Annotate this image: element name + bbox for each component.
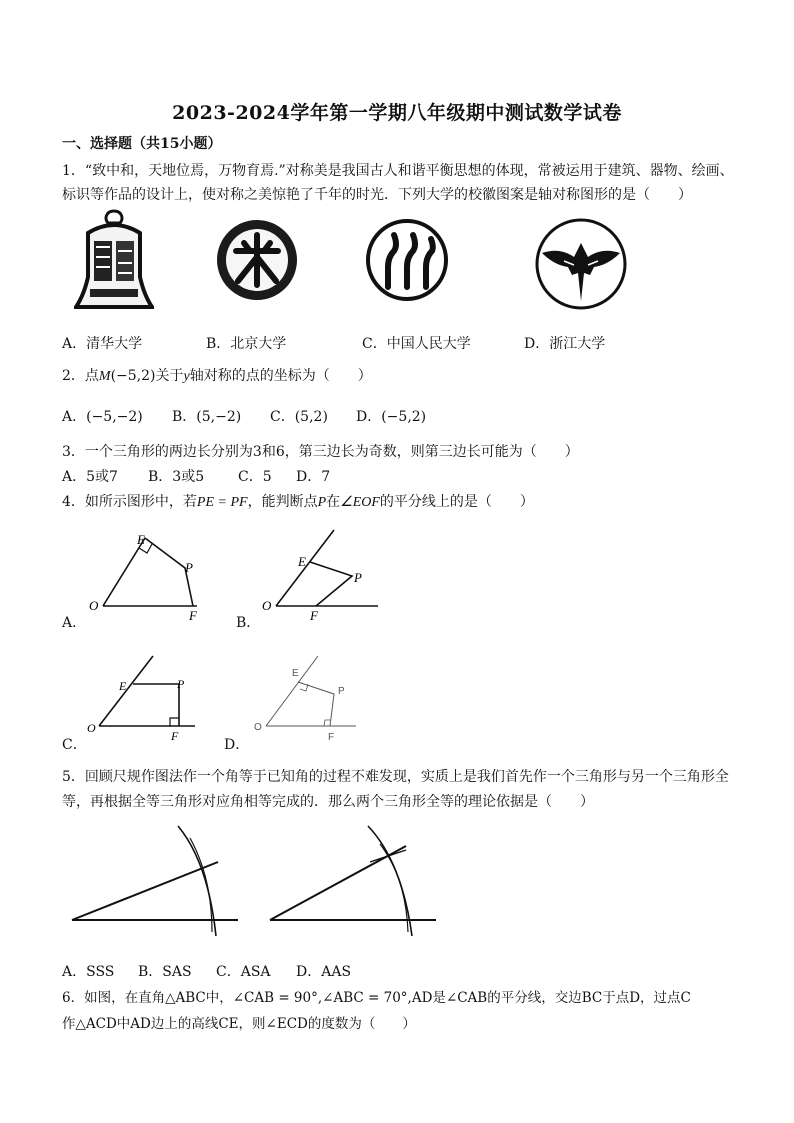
q4-point-p: P	[317, 495, 327, 510]
q4b-label-p: P	[354, 570, 362, 585]
q5-option-a[interactable]: A．SSS	[62, 964, 115, 980]
q4d-label-p: P	[338, 686, 345, 697]
q2-coord: (−5,2)	[110, 368, 156, 384]
q4d-label-f: F	[328, 732, 335, 743]
q4a-label-f: F	[189, 608, 197, 623]
tsinghua-emblem-icon	[74, 207, 154, 317]
q4-figure-a	[85, 524, 215, 624]
q4-option-a[interactable]: A．	[62, 615, 87, 631]
q2-text-post: 关于	[155, 368, 184, 384]
q4c-label-f: F	[171, 729, 179, 743]
q3-text: 3．一个三角形的两边长分别为3和6，第三边长为奇数，则第三边长可能为（ ）	[62, 444, 579, 460]
q4b-label-e: E	[298, 554, 306, 569]
q4a-label-e: E	[137, 532, 145, 547]
q4-figure-d	[252, 654, 372, 744]
q4a-label-p: P	[185, 560, 193, 575]
q4-text	[62, 491, 534, 511]
q2-option-c[interactable]: C．(5,2)	[270, 409, 328, 425]
q6-text-line2: 作△ACD中AD边上的高线CE，则∠ECD的度数为（ ）	[62, 1016, 416, 1032]
zju-emblem-icon	[534, 217, 628, 311]
q4-text-mid: ，能判断点	[247, 494, 318, 510]
q2-text	[62, 365, 372, 385]
q4-text-pre: 4．如所示图形中，若	[62, 494, 197, 510]
q2-option-a[interactable]: A．(−5,−2)	[62, 409, 143, 425]
section-heading: 一、选择题（共15小题）	[62, 136, 222, 152]
q4-text-post: 的平分线上的是（ ）	[379, 494, 534, 510]
q4c-label-e: E	[119, 679, 127, 693]
q4-figure-c	[85, 654, 205, 744]
q2-option-d[interactable]: D．(−5,2)	[356, 409, 427, 425]
q6-text-line1: 6．如图，在直角△ABC中，∠CAB = 90°,∠ABC = 70°,AD是∠CAB的平分线，交边BC于点D，过点C	[62, 990, 691, 1006]
q5-option-d[interactable]: D．AAS	[296, 964, 352, 980]
q1-option-c[interactable]: C．中国人民大学	[362, 336, 471, 352]
q1-option-a[interactable]: A．清华大学	[62, 336, 143, 352]
q1-text-line1: 1．“致中和，天地位焉，万物育焉.”对称美是我国古人和谐平衡思想的体现，常被运用于建筑、器物、绘画、	[62, 163, 734, 179]
q2-axis-y: y	[183, 369, 190, 384]
pku-emblem-icon	[214, 217, 300, 303]
q4a-label-o: O	[89, 598, 99, 613]
q5-figure-right	[266, 822, 446, 940]
q2-option-b[interactable]: B．(5,−2)	[172, 409, 242, 425]
q5-option-b[interactable]: B．SAS	[138, 964, 192, 980]
q4c-label-o: O	[87, 721, 96, 735]
q3-option-c[interactable]: C．5	[238, 469, 272, 485]
q5-text-line1: 5．回顾尺规作图法作一个角等于已知角的过程不难发现，实质上是我们首先作一个三角形与另一个三角形全	[62, 769, 729, 785]
q1-option-d[interactable]: D．浙江大学	[524, 336, 606, 352]
q2-text-post2: 轴对称的点的坐标为（ ）	[189, 368, 372, 384]
q5-figure-left	[68, 822, 248, 940]
q2-point-m: M	[98, 369, 111, 384]
q3-option-d[interactable]: D．7	[296, 469, 331, 485]
q2-text-pre: 2．点	[62, 368, 99, 384]
q4d-label-o: O	[254, 722, 262, 733]
ruc-emblem-icon	[364, 217, 450, 303]
q5-option-c[interactable]: C．ASA	[216, 964, 271, 980]
q4-option-d[interactable]: D．	[224, 737, 250, 753]
q3-option-b[interactable]: B．3或5	[148, 469, 205, 485]
q4-figure-b	[258, 524, 388, 624]
q4-option-b[interactable]: B．	[236, 615, 261, 631]
q4c-label-p: P	[177, 677, 185, 691]
exam-title: 2023-2024学年第一学期八年级期中测试数学试卷	[172, 102, 622, 124]
q4b-label-f: F	[310, 608, 318, 623]
q4-angle: ∠EOF	[340, 495, 380, 510]
q4d-label-e: E	[292, 668, 299, 679]
q4-text-mid2: 在	[326, 494, 341, 510]
q4-option-c[interactable]: C．	[62, 737, 87, 753]
q4b-label-o: O	[262, 598, 272, 613]
q4-condition: PE = PF	[196, 495, 248, 510]
q3-option-a[interactable]: A．5或7	[62, 469, 118, 485]
q1-text-line2: 标识等作品的设计上，使对称之美惊艳了千年的时光．下列大学的校徽图案是轴对称图形的是（ ）	[62, 187, 692, 203]
q1-option-b[interactable]: B．北京大学	[206, 336, 287, 352]
q5-text-line2: 等，再根据全等三角形对应角相等完成的．那么两个三角形全等的理论依据是（ ）	[62, 794, 594, 810]
